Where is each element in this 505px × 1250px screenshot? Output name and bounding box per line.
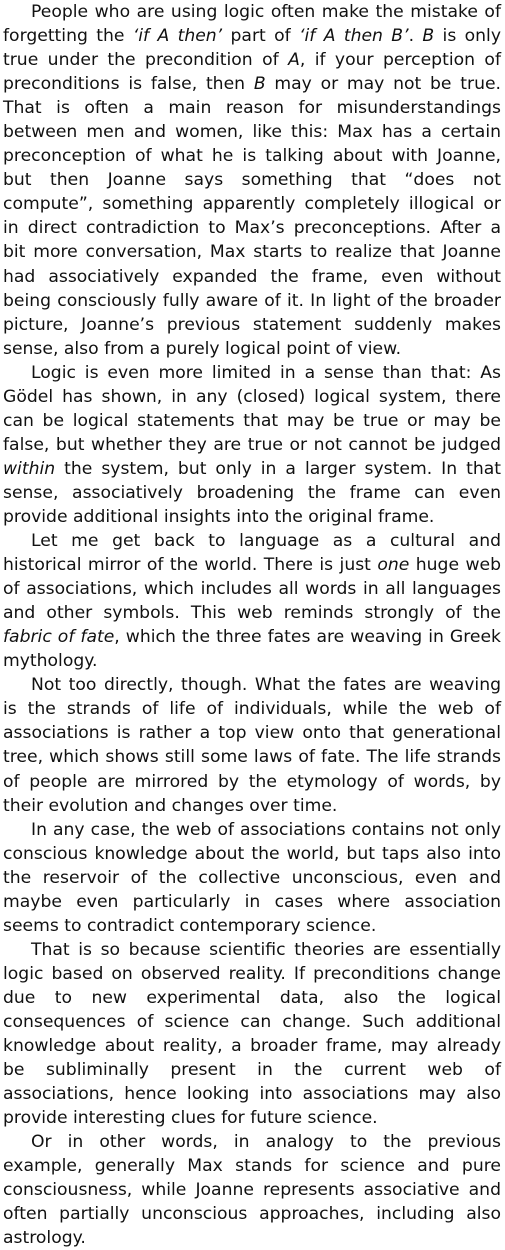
text-run: Logic is even more limited in a sense than that: As Gödel has shown, in any (closed) logical system, there can be logical statements that may be true or may be false, but whether they are true or not cannot be judged (3, 362, 501, 455)
text-run: Not too directly, though. What the fates are weaving is the strands of life of individuals, while the web of associations is rather a top view onto that generational tree, which shows still some laws of fate. The life strands of people are mirrored by the etymology of words, by their evolution and changes over time. (3, 675, 501, 816)
paragraph-7 (3, 1130, 501, 1250)
paragraph-5 (3, 818, 501, 938)
text-run: may or may not be true. That is often a main reason for misunderstandings between men and women, like this: Max has a certain preconception of what he is talking about with Joanne, but then Joanne says something that “does not compute”, something apparently completely illogical or in direct contradiction to Max’s preconceptions. After a bit more conversation, Max starts to realize that Joanne had associatively expanded the frame, even without being consciously fully aware of it. In light of the broader picture, Joanne’s previous statement suddenly makes sense, also from a purely logical point of view. (3, 74, 501, 359)
emphasis-text: B (422, 26, 435, 47)
text-run: . (408, 26, 423, 47)
text-run: People who are using logic often make the mistake of forgetting the (3, 2, 501, 47)
emphasis-text: ‘if A then’ (132, 26, 223, 47)
emphasis-text: A (288, 50, 300, 71)
text-run: Or in other words, in analogy to the previous example, generally Max stands for science and pure consciousness, while Joanne represents associative and often partially unconscious approaches, including also astrology. (3, 1132, 501, 1249)
text-run: , if your perception of preconditions is false, then (3, 50, 501, 95)
text-run: Let me get back to language as a cultural and historical mirror of the world. There is just (3, 531, 501, 576)
emphasis-text: one (377, 555, 410, 576)
text-run: is only true under the precondition of (3, 26, 501, 71)
text-run: That is so because scientific theories are essentially logic based on observed reality. If preconditions change due to new experimental data, also the logical consequences of science can change. Such additional knowledge about reality, a broader frame, may already be subliminally present in the current web of associations, hence looking into associations may also provide interesting clues for future science. (3, 939, 501, 1129)
emphasis-text: within (3, 458, 56, 479)
paragraph-1 (3, 0, 501, 361)
paragraph-3 (3, 529, 501, 673)
document-page (3, 0, 501, 1250)
emphasis-text: fabric of fate (3, 627, 115, 648)
text-run: part of (222, 26, 300, 47)
text-run: the system, but only in a larger system. In that sense, associatively broadening the frame can even provide additional insights into the original frame. (3, 458, 501, 527)
paragraph-6 (3, 938, 501, 1130)
paragraph-4 (3, 673, 501, 817)
text-run: , which the three fates are weaving in Greek mythology. (3, 627, 501, 672)
text-run: huge web of associations, which includes all words in all languages and other symbols. This web reminds strongly of the (3, 555, 501, 624)
emphasis-text: ‘if A then B’ (299, 26, 409, 47)
paragraph-2 (3, 361, 501, 529)
emphasis-text: B (253, 74, 266, 95)
text-run: In any case, the web of associations contains not only conscious knowledge about the world, but taps also into the reservoir of the collective unconscious, even and maybe even particularly in cases where association seems to contradict contemporary science. (3, 819, 501, 936)
